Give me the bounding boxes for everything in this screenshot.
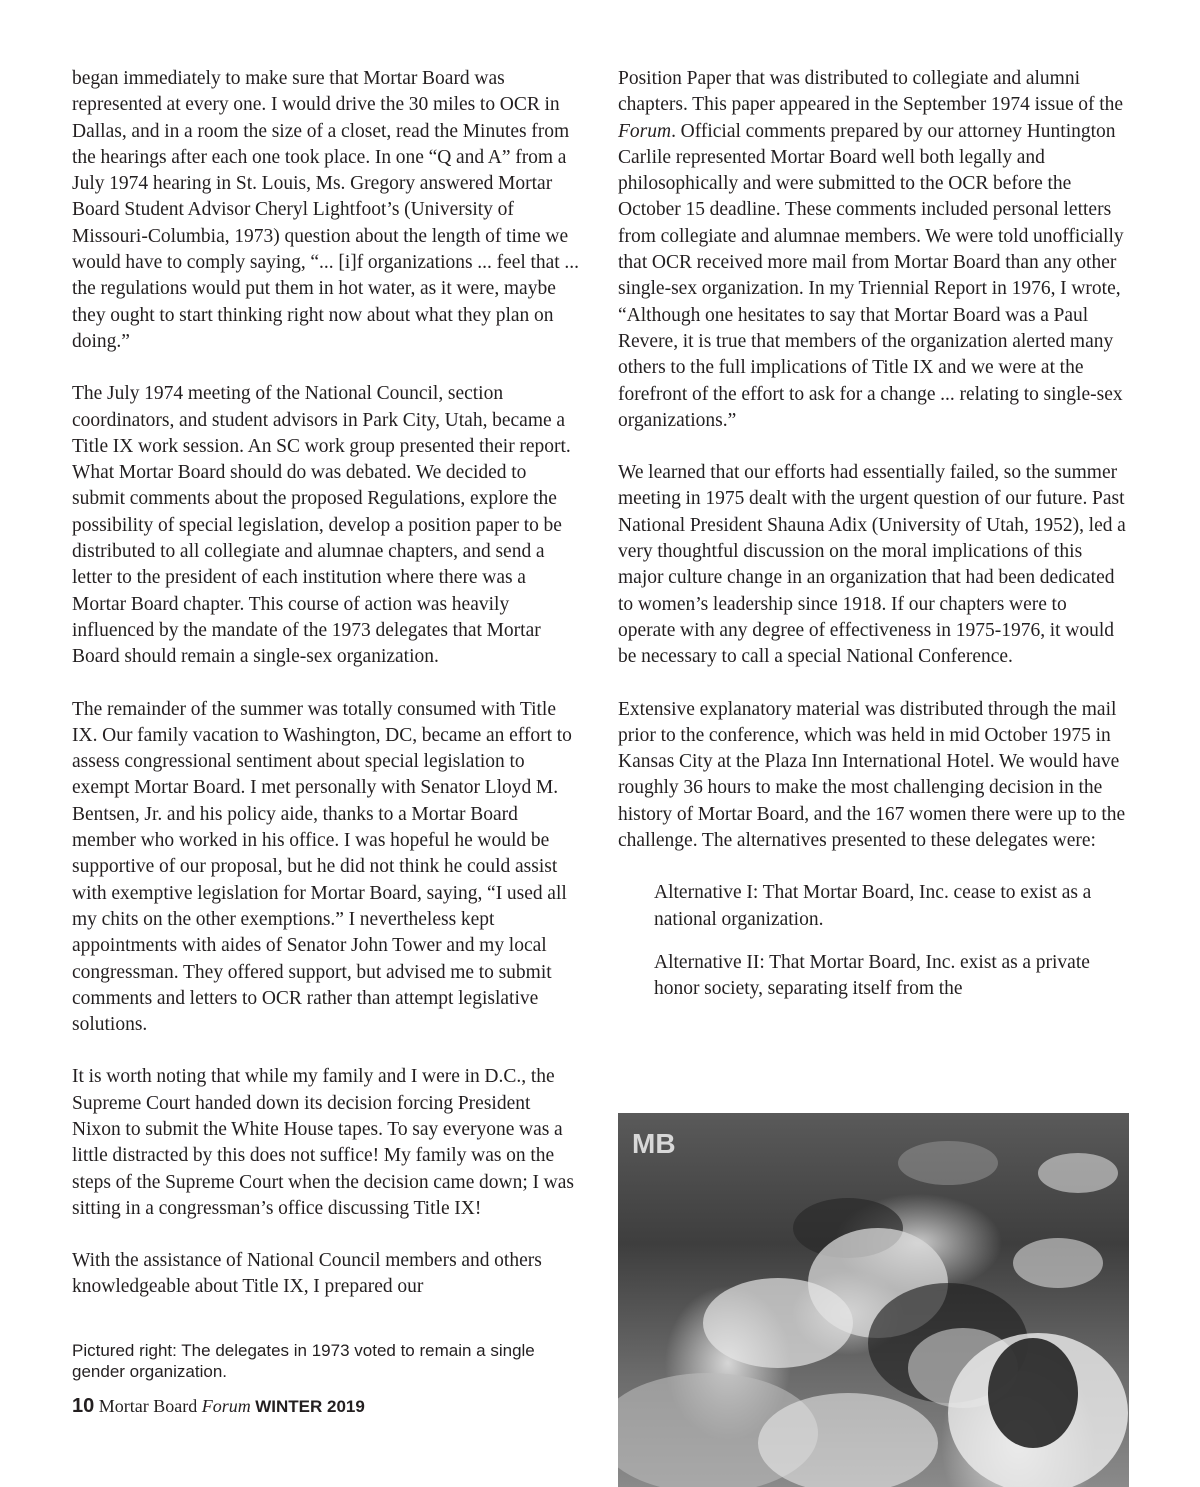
alternative-item: Alternative II: That Mortar Board, Inc. exist as a private honor society, separating itself from the xyxy=(654,951,1090,1000)
publication-name: Mortar Board xyxy=(98,1396,198,1416)
body-paragraph: The July 1974 meeting of the National Council, section coordinators, and student advisors in Park City, Utah, became a Title IX work session. An SC work group presented their report. What Mortar Board should do was debated. We decided to submit comments about the proposed Regulations, explore the possibility of special legislation, develop a position paper to be distributed to all collegiate and alumnae chapters, and send a letter to the president of each institution where there was a Mortar Board chapter. This course of action was heavily influenced by the mandate of the 1973 delegates that Mortar Board should remain a single-sex organization. xyxy=(72,383,571,668)
page-number: 10 xyxy=(72,1395,95,1417)
right-column xyxy=(618,66,1128,1020)
body-paragraph: With the assistance of National Council members and others knowledgeable about Title IX, I prepared our xyxy=(72,1250,542,1298)
publication-title: Forum xyxy=(201,1396,251,1416)
body-paragraph: It is worth noting that while my family and I were in D.C., the Supreme Court handed down its decision forcing President Nixon to submit the White House tapes. To say everyone was a little distracted by this does not suffice! My family was on the steps of the Supreme Court when the decision came down; I was sitting in a congressman’s office discussing Title IX! xyxy=(72,1066,574,1219)
photo-image-icon xyxy=(618,1113,1129,1487)
page-footer xyxy=(72,1394,365,1419)
text-run: . Official comments prepared by our attorney Huntington Carlile represented Mortar Board well both legally and philosophically and were submitted to the OCR before the October 15 deadline. These comments included personal letters from collegiate and alumnae members. We were told unofficially that OCR received more mail from Mortar Board than any other single-sex organization. In my Triennial Report in 1976, I wrote, “Although one hesitates to say that Mortar Board was a Paul Revere, it is true that members of the organization alerted many others to the full implications of Title IX and we were at the forefront of the effort to ask for a change ... relating to single-sex organizations.” xyxy=(618,120,1124,431)
delegates-photo xyxy=(618,1113,1129,1487)
publication-title: Forum xyxy=(618,120,672,142)
alternative-item: Alternative I: That Mortar Board, Inc. cease to exist as a national organization. xyxy=(654,882,1092,930)
body-paragraph xyxy=(618,66,1128,434)
body-paragraph: began immediately to make sure that Mortar Board was represented at every one. I would drive the 30 miles to OCR in Dallas, and in a room the size of a closet, read the Minutes from the hearings after each one took place. In one “Q and A” from a July 1974 hearing in St. Louis, Ms. Gregory answered Mortar Board Student Advisor Cheryl Lightfoot’s (University of Missouri-Columbia, 1973) question about the length of time we would have to comply saying, “... [i]f organizations ... feel that ... the regulations would put them in hot water, as it were, maybe they ought to start thinking right now about what they plan on doing.” xyxy=(72,68,580,352)
body-paragraph: Extensive explanatory material was distributed through the mail prior to the conference, which was held in mid October 1975 in Kansas City at the Plaza Inn International Hotel. We would have roughly 36 hours to make the most challenging decision in the history of Mortar Board, and the 167 women there were up to the challenge. The alternatives presented to these delegates were: xyxy=(618,698,1126,852)
body-paragraph: The remainder of the summer was totally consumed with Title IX. Our family vacation to Washington, DC, became an effort to assess congressional sentiment about special legislation to exempt Mortar Board. I met personally with Senator Lloyd M. Bentsen, Jr. and his policy aide, thanks to a Mortar Board member who worked in his office. I was hopeful he would be supportive of our proposal, but he did not think he could assist with exemptive legislation for Mortar Board, saying, “I used all my chits on the other exemptions.” I nevertheless kept appointments with aides of Senator John Tower and my local congressman. They offered support, but advised me to submit comments and letters to OCR rather than attempt legislative solutions. xyxy=(72,698,572,1036)
photo-banner-text: MB xyxy=(632,1128,676,1159)
text-run: Position Paper that was distributed to collegiate and alumni chapters. This paper appeared in the September 1974 issue of the xyxy=(618,68,1124,116)
left-column xyxy=(72,66,582,1327)
issue-label: WINTER 2019 xyxy=(255,1397,365,1416)
photo-caption: Pictured right: The delegates in 1973 voted to remain a single gender organization. xyxy=(72,1341,535,1381)
body-paragraph: We learned that our efforts had essentially failed, so the summer meeting in 1975 dealt with the urgent question of our future. Past National President Shauna Adix (University of Utah, 1952), led a very thoughtful discussion on the moral implications of this major culture change in an organization that had been dedicated to women’s leadership since 1918. If our chapters were to operate with any degree of effectiveness in 1975-1976, it would be necessary to call a special National Conference. xyxy=(618,462,1126,668)
